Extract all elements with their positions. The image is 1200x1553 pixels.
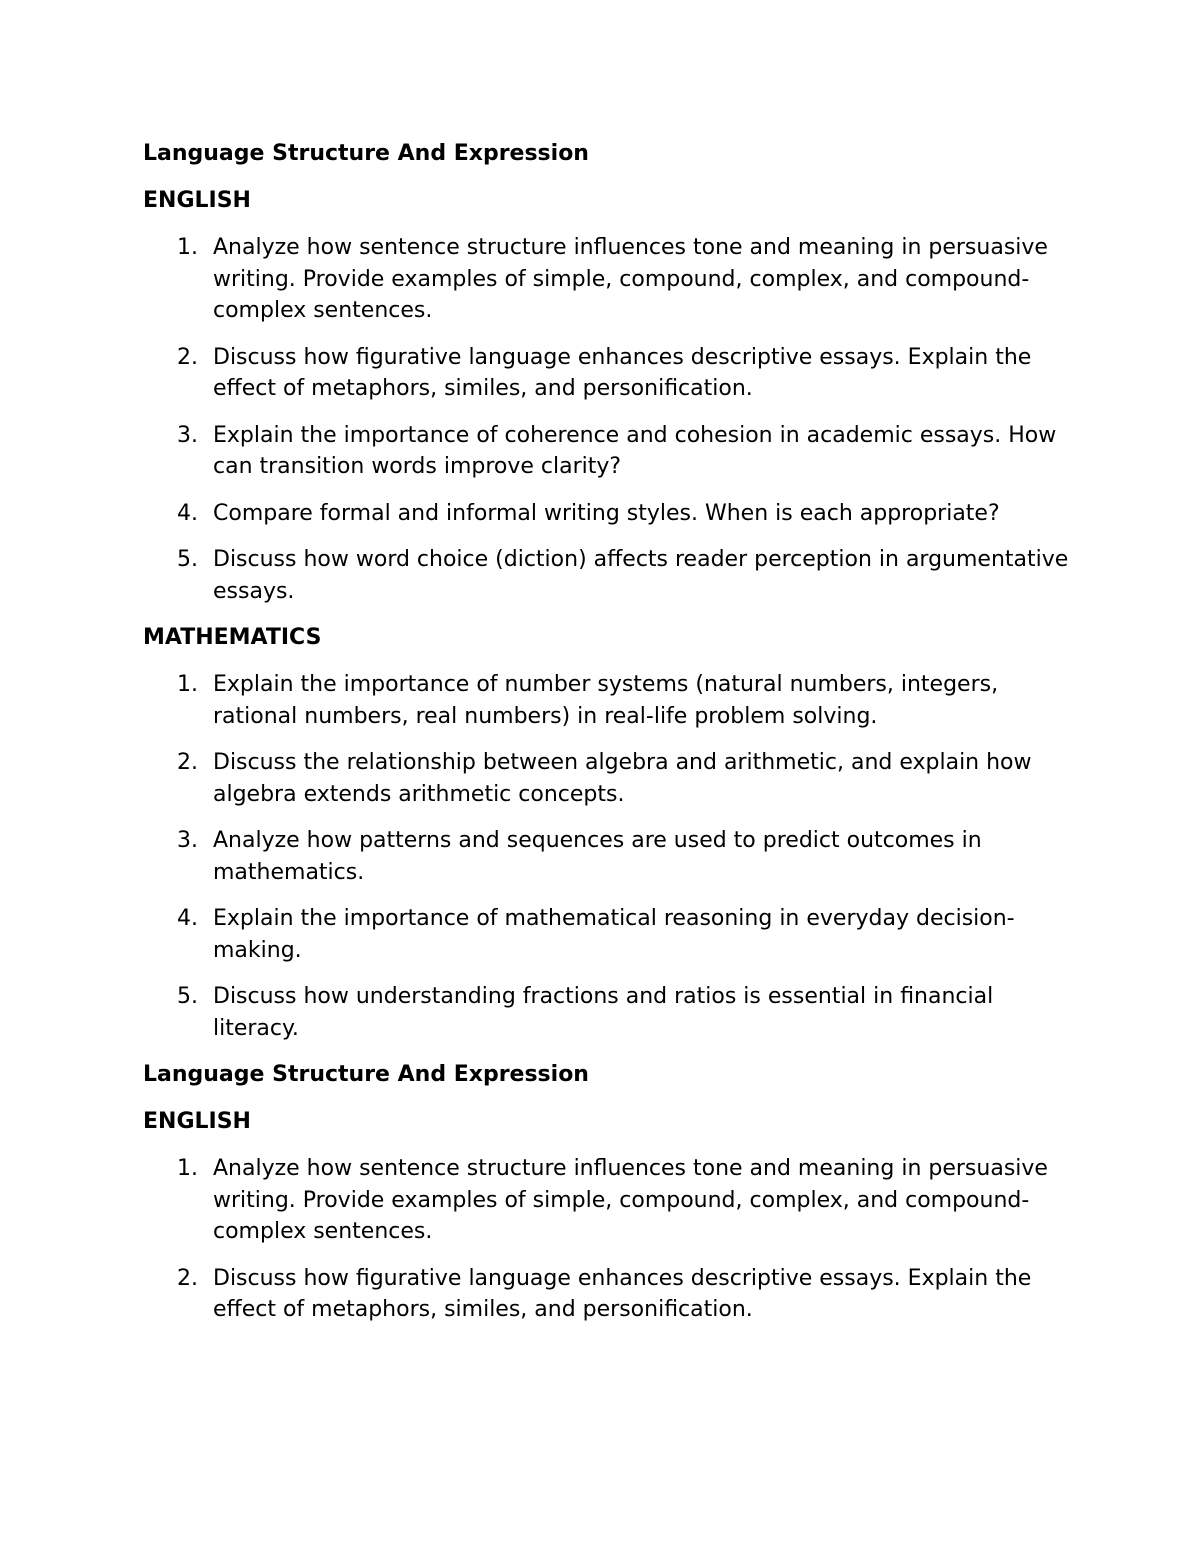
item-text: Analyze how patterns and sequences are used to predict outcomes in mathematics. <box>213 828 982 885</box>
section-english-2 <box>143 1059 1083 1326</box>
section-title: Language Structure And Expression <box>143 1062 589 1087</box>
item-number: 5. <box>177 984 198 1009</box>
list-item <box>143 232 1083 327</box>
item-text: Compare formal and informal writing styles. When is each appropriate? <box>213 500 1000 526</box>
item-number: 2. <box>177 750 198 775</box>
list-item <box>143 1263 1083 1326</box>
list-item <box>143 669 1083 732</box>
subject-heading: ENGLISH <box>143 1109 251 1134</box>
question-list <box>143 232 1083 607</box>
item-text: Explain the importance of mathematical reasoning in everyday decision-making. <box>213 906 1015 963</box>
question-list <box>143 669 1083 1044</box>
subject-heading: MATHEMATICS <box>143 625 322 650</box>
item-number: 1. <box>177 1156 198 1181</box>
item-number: 1. <box>177 235 198 260</box>
item-text: Discuss how figurative language enhances descriptive essays. Explain the effect of metaphors, similes, and personification. <box>213 1265 1032 1322</box>
list-item <box>143 342 1083 405</box>
document-title: Language Structure And Expression <box>143 141 589 166</box>
list-item <box>143 981 1083 1044</box>
list-item <box>143 1153 1083 1248</box>
list-item <box>143 544 1083 607</box>
item-text: Discuss the relationship between algebra and arithmetic, and explain how algebra extends arithmetic concepts. <box>213 750 1032 807</box>
item-text: Analyze how sentence structure influences tone and meaning in persuasive writing. Provide examples of simple, compound, complex, and compound-complex sentences. <box>213 1156 1048 1244</box>
list-item <box>143 903 1083 966</box>
list-item <box>143 825 1083 888</box>
list-item <box>143 420 1083 483</box>
section-english-1 <box>143 138 1083 607</box>
question-list <box>143 1153 1083 1326</box>
item-number: 4. <box>177 906 198 931</box>
subject-heading: ENGLISH <box>143 188 251 213</box>
item-text: Discuss how word choice (diction) affects reader perception in argumentative essays. <box>213 547 1069 604</box>
item-text: Explain the importance of coherence and cohesion in academic essays. How can transition words improve clarity? <box>213 422 1057 479</box>
item-number: 4. <box>177 500 198 526</box>
item-text: Discuss how figurative language enhances descriptive essays. Explain the effect of metaphors, similes, and personification. <box>213 344 1032 401</box>
item-number: 3. <box>177 422 198 448</box>
item-text: Analyze how sentence structure influences tone and meaning in persuasive writing. Provide examples of simple, compound, complex, and compound-complex sentences. <box>213 235 1048 323</box>
item-text: Discuss how understanding fractions and ratios is essential in financial literacy. <box>213 984 994 1041</box>
item-number: 5. <box>177 547 198 572</box>
item-number: 2. <box>177 1265 198 1291</box>
document-body <box>143 138 1083 1341</box>
item-text: Explain the importance of number systems (natural numbers, integers, rational numbers, real numbers) in real-life problem solving. <box>213 672 999 729</box>
section-mathematics <box>143 622 1083 1044</box>
item-number: 3. <box>177 828 198 853</box>
item-number: 2. <box>177 344 198 370</box>
list-item <box>143 747 1083 810</box>
list-item <box>143 498 1083 530</box>
item-number: 1. <box>177 672 198 697</box>
